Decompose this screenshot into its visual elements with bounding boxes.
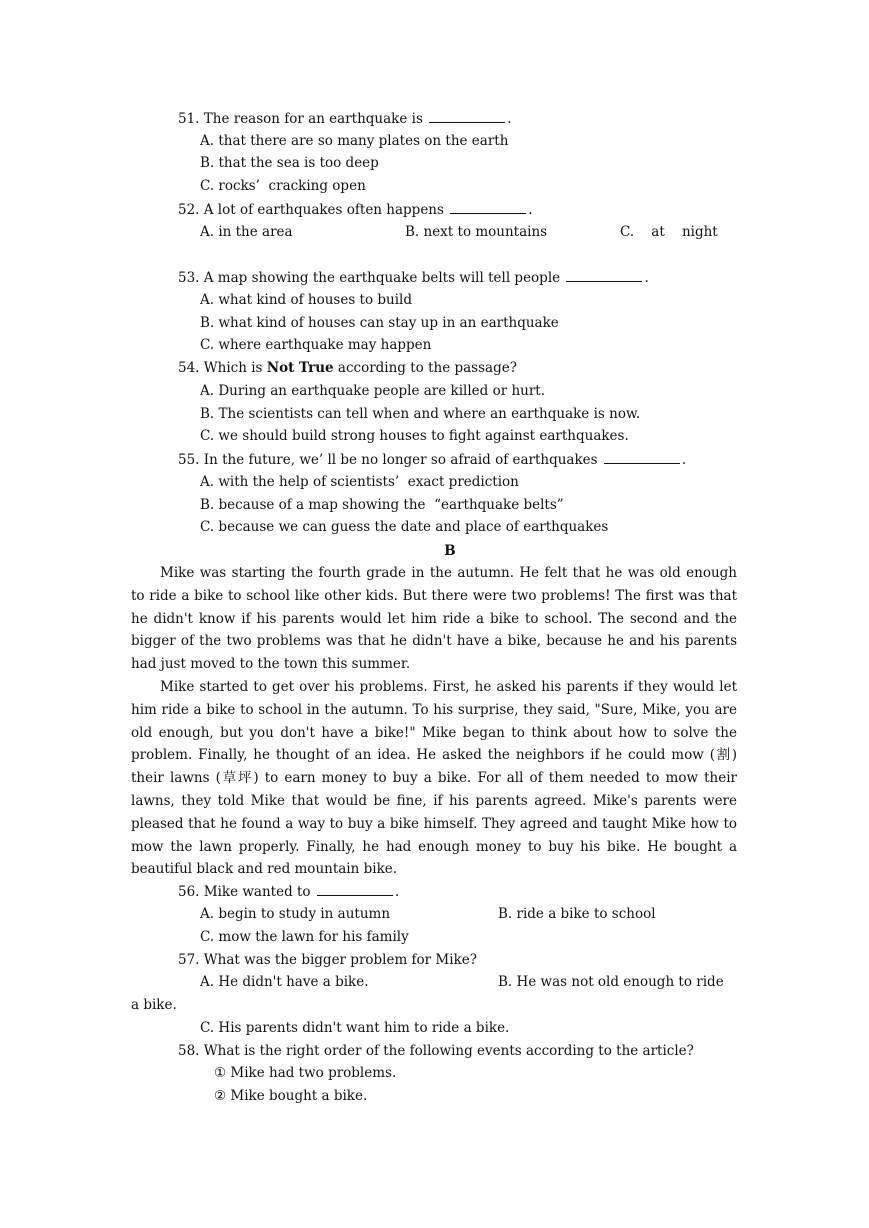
q52-option-c: C. at night [620,224,718,240]
question-53-stem: 53. A map showing the earthquake belts will tell people [178,270,561,286]
q54-option-c: C. we should build strong houses to fight against earthquakes. [200,428,629,444]
q51-option-c: C. rocks’ cracking open [200,178,366,194]
question-55 [178,451,686,468]
question-56 [178,883,399,900]
question-54-post: according to the passage? [333,360,517,376]
question-53 [178,269,649,286]
q53-option-b: B. what kind of houses can stay up in an earthquake [200,315,559,331]
q58-event-1: ① Mike had two problems. [214,1065,397,1081]
section-b-heading: B [444,543,456,559]
answer-blank [429,110,505,123]
emphasis-not-true: Not True [266,360,334,376]
question-55-stem: 55. In the future, we’ ll be no longer so afraid of earthquakes [178,452,598,468]
q58-event-2: ② Mike bought a bike. [214,1088,368,1104]
q52-option-a: A. in the area [200,224,293,240]
q51-option-a: A. that there are so many plates on the earth [200,133,509,149]
question-52-stem: 52. A lot of earthquakes often happens [178,202,444,218]
question-55-end: . [681,452,687,468]
q55-option-b: B. because of a map showing the “earthquake belts” [200,497,564,513]
question-54-pre: 54. Which is [178,360,267,376]
q55-option-c: C. because we can guess the date and place of earthquakes [200,519,609,535]
question-58: 58. What is the right order of the following events according to the article? [178,1043,694,1059]
q57-option-a: A. He didn't have a bike. [200,974,369,990]
answer-blank [450,201,526,214]
q56-option-c: C. mow the lawn for his family [200,929,409,945]
q56-option-b: B. ride a bike to school [498,906,656,922]
q51-option-b: B. that the sea is too deep [200,155,379,171]
question-51 [178,110,511,127]
q53-option-a: A. what kind of houses to build [200,292,412,308]
q56-option-a: A. begin to study in autumn [200,906,391,922]
answer-blank [566,269,642,282]
answer-blank [604,451,680,464]
answer-blank [317,883,393,896]
question-51-stem: 51. The reason for an earthquake is [178,111,423,127]
q55-option-a: A. with the help of scientists’ exact prediction [200,474,519,490]
question-56-end: . [394,884,400,900]
q54-option-b: B. The scientists can tell when and where an earthquake is now. [200,406,641,422]
question-52-end: . [528,202,533,218]
question-52 [178,201,533,218]
q57-option-b: B. He was not old enough to ride [498,974,724,990]
q54-option-a: A. During an earthquake people are killed or hurt. [200,383,546,399]
question-57: 57. What was the bigger problem for Mike? [178,952,477,968]
question-53-end: . [644,270,649,286]
question-56-stem: 56. Mike wanted to [178,884,311,900]
passage-paragraph-2: Mike started to get over his problems. First, he asked his parents if they would let him ride a bike to school in the autumn. To his surprise, they said, "Sure, Mike, you are old enough, but you don't have a bike!" Mike began to think about how to solve the problem. Finally, he thought of an idea. He asked the neighbors if he could mow (割) their lawns (草坪) to earn money to buy a bike. For all of them needed to mow their lawns, they told Mike that would be fine, if his parents agreed. Mike's parents were pleased that he found a way to buy a bike himself. They agreed and taught Mike how to mow the lawn properly. Finally, he had enough money to buy his bike. He bought a beautiful black and red mountain bike. [131,679,737,878]
question-51-end: . [507,111,512,127]
q52-option-b: B. next to mountains [405,224,548,240]
passage-paragraph-1: Mike was starting the fourth grade in the autumn. He felt that he was old enough to ride a bike to school like other kids. But there were two problems! The first was that he didn't know if his parents would let him ride a bike to school. The second and the bigger of the two problems was that he didn't have a bike, because he and his parents had just moved to the town this summer. [131,565,737,673]
q57-option-b-continued: a bike. [131,997,177,1013]
question-54 [178,360,517,376]
q53-option-c: C. where earthquake may happen [200,337,432,353]
q57-option-c: C. His parents didn't want him to ride a bike. [200,1020,510,1036]
